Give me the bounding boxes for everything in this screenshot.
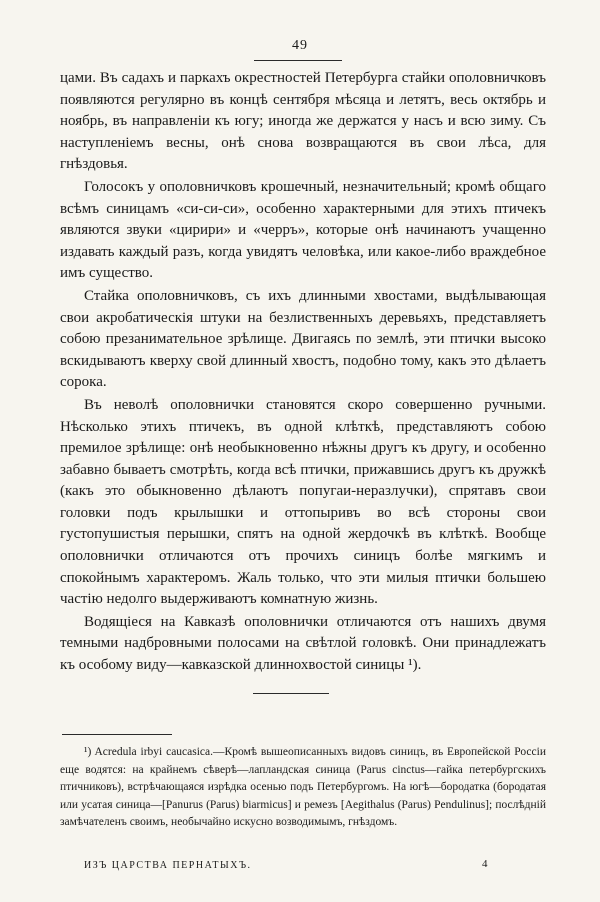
paragraph: Стайка ополовничковъ, съ ихъ длинными хвостами, выдѣлывающая свои акробатическія штуки на безлиственныхъ деревьяхъ, представляетъ собою презанимательное зрѣлище. Двигаясь по землѣ, эти птички высоко вскидываютъ кверху свой длинный хвостъ, подобно тому, какъ это дѣлаетъ сорока. bbox=[60, 287, 546, 391]
page-number: 49 bbox=[292, 38, 308, 53]
footnote bbox=[60, 744, 546, 832]
footnote-text: ¹) Acredula irbyi caucasica.—Кромѣ вышеописанныхъ видовъ синицъ, въ Европейской Россіи еще водятся: на крайнемъ сѣверѣ—лапландская синица (Parus cinctus—гайка петербургскихъ птичниковъ), встрѣчающаяся изрѣдка осенью подъ Петербургомъ. На югѣ—бородатка (бородатая или усатая синица—[Panurus (Parus) biarmicus] и ремезъ [Aegithalus (Parus) Pendulinus]; послѣдній замѣчателенъ своимъ, необычайно искусно возводимымъ, гнѣздомъ. bbox=[60, 746, 546, 828]
paragraph: Голосокъ у ополовничковъ крошечный, незначительный; кромѣ общаго всѣмъ синицамъ «си-си-си», особенно характерными для этихъ птичекъ являются звуки «цирири» и «черръ», которые онѣ начинаютъ учащенно издавать каждый разъ, когда увидятъ человѣка, или какое-либо враждебное имъ существо. bbox=[60, 178, 546, 282]
main-text bbox=[60, 68, 546, 677]
section-divider bbox=[253, 693, 329, 694]
paragraph: Водящіеся на Кавказѣ ополовнички отличаются отъ нашихъ двумя темными надбровными полосами на свѣтлой головкѣ. Они принадлежатъ къ особому виду—кавказской длиннохвостой синицы ¹). bbox=[60, 613, 546, 674]
page-number-underline bbox=[254, 60, 342, 61]
signature-number: 4 bbox=[482, 858, 488, 870]
signature-line: ИЗЪ ЦАРСТВА ПЕРНАТЫХЪ. bbox=[84, 860, 252, 871]
footnote-rule bbox=[62, 734, 172, 735]
paragraph: цами. Въ садахъ и паркахъ окрестностей Петербурга стайки ополовничковъ появляются регулярно въ концѣ сентября мѣсяца и летятъ, весь октябрь и ноябрь, въ направленіи къ югу; иногда же держатся у насъ и всю зиму. Съ наступленіемъ весны, онѣ снова возвращаются въ свои лѣса, для гнѣздовья. bbox=[60, 70, 546, 173]
paragraph: Въ неволѣ ополовнички становятся скоро совершенно ручными. Нѣсколько этихъ птичекъ, въ одной клѣткѣ, представляютъ собою премилое зрѣлище: онѣ необыкновенно нѣжны другъ къ другу, и особенно забавно бываетъ смотрѣть, когда всѣ птички, прижавшись другъ къ дружкѣ (какъ это обыкновенно дѣлаютъ попугаи-неразлучки), спрятавъ свои головки подъ крылышки и оттопыривъ во всѣ стороны свои густопушистыя перышки, спятъ на одной жердочкѣ въ клѣткѣ. Вообще ополовнички отличаются отъ прочихъ синицъ болѣе мягкимъ и спокойнымъ характеромъ. Жаль только, что эти милыя птички большею частію недолго выдерживаютъ комнатную жизнь. bbox=[60, 396, 546, 608]
